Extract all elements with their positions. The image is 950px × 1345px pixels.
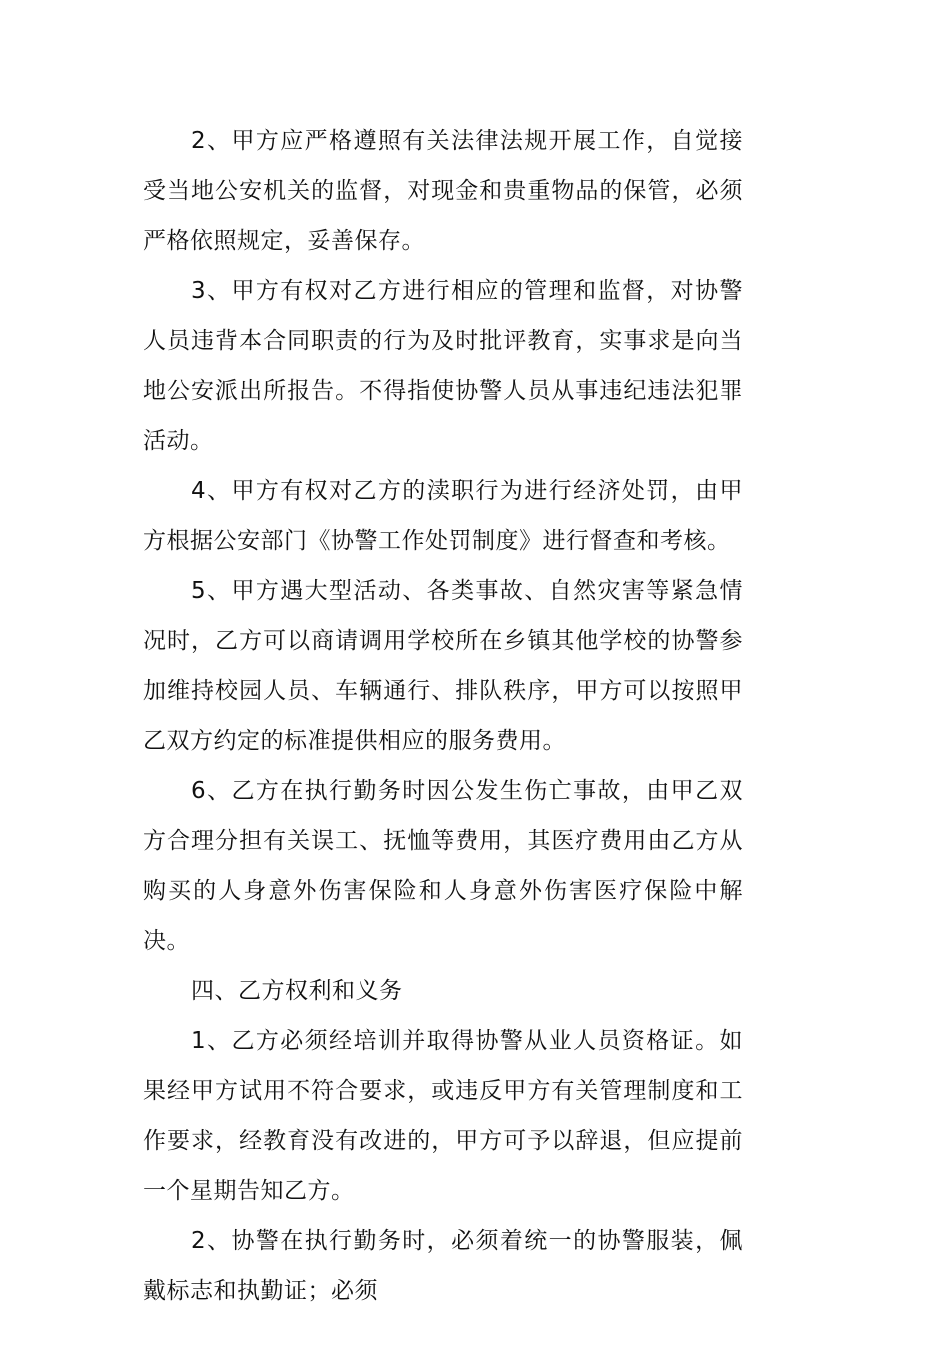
paragraph-party-a-clause-2: 2、甲方应严格遵照有关法律法规开展工作，自觉接受当地公安机关的监督，对现金和贵重物品的保管，必须严格依照规定，妥善保存。 bbox=[143, 128, 743, 254]
paragraph-party-a-clause-4: 4、甲方有权对乙方的渎职行为进行经济处罚，由甲方根据公安部门《协警工作处罚制度》进行督查和考核。 bbox=[143, 478, 743, 554]
paragraph-party-b-clause-2: 2、协警在执行勤务时，必须着统一的协警服装，佩戴标志和执勤证；必须 bbox=[143, 1228, 743, 1304]
paragraph-party-a-clause-6: 6、乙方在执行勤务时因公发生伤亡事故，由甲乙双方合理分担有关误工、抚恤等费用，其医疗费用由乙方从购买的人身意外伤害保险和人身意外伤害医疗保险中解决。 bbox=[143, 778, 743, 954]
paragraph-party-a-clause-3: 3、甲方有权对乙方进行相应的管理和监督，对协警人员违背本合同职责的行为及时批评教育，实事求是向当地公安派出所报告。不得指使协警人员从事违纪违法犯罪活动。 bbox=[143, 278, 743, 454]
paragraph-party-a-clause-5: 5、甲方遇大型活动、各类事故、自然灾害等紧急情况时，乙方可以商请调用学校所在乡镇其他学校的协警参加维持校园人员、车辆通行、排队秩序，甲方可以按照甲乙双方约定的标准提供相应的服务费用。 bbox=[143, 578, 743, 754]
section-heading-party-b: 四、乙方权利和义务 bbox=[191, 978, 403, 1004]
paragraph-party-b-clause-1: 1、乙方必须经培训并取得协警从业人员资格证。如果经甲方试用不符合要求，或违反甲方有关管理制度和工作要求，经教育没有改进的，甲方可予以辞退，但应提前一个星期告知乙方。 bbox=[143, 1028, 743, 1204]
document-body bbox=[143, 116, 743, 1316]
